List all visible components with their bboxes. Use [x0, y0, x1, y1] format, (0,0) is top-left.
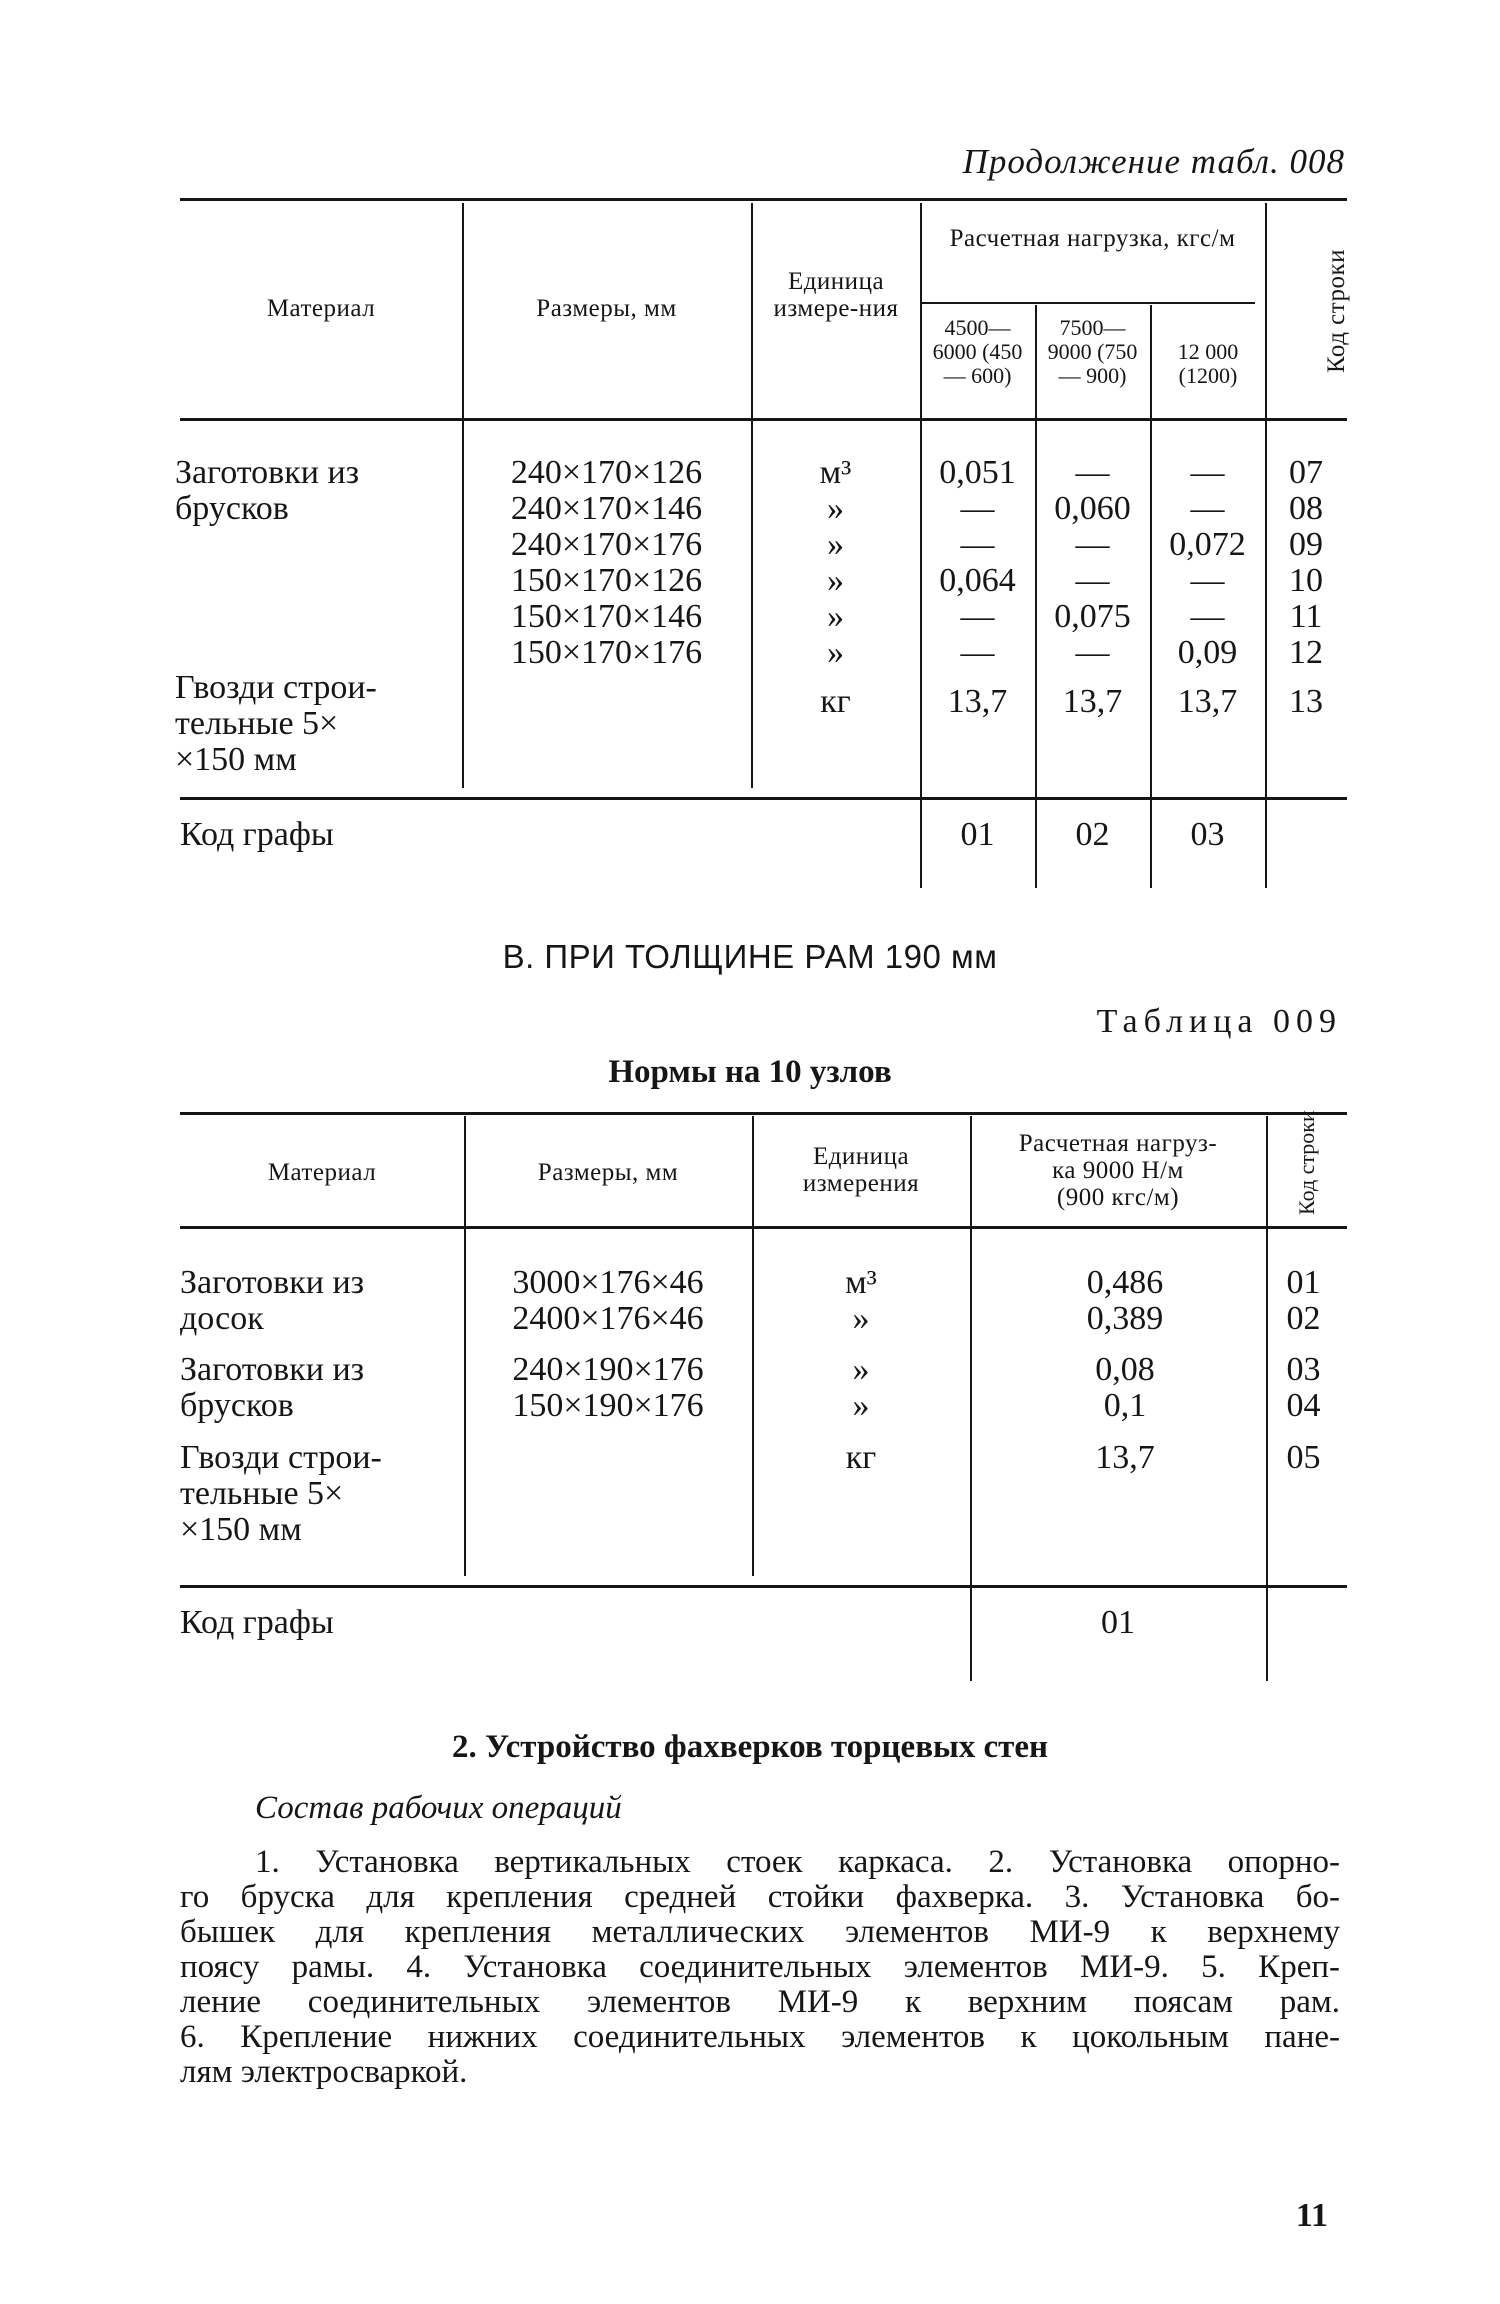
t008-load-subrule [920, 302, 1255, 304]
t008-value: — [1190, 598, 1225, 635]
t008-code: 13 [1289, 683, 1323, 720]
t009-top-rule [180, 1112, 1347, 1115]
t008-value: 13,7 [947, 683, 1008, 720]
t009-code: 02 [1286, 1300, 1321, 1337]
t009-material-cell: Гвозди строи- тельные 5× ×150 мм [180, 1439, 382, 1548]
t008-footer-code: 01 [960, 816, 995, 853]
t009-header-bottom-rule [180, 1226, 1347, 1229]
section-title: В. ПРИ ТОЛЩИНЕ РАМ 190 мм [502, 938, 998, 975]
t008-value: — [1075, 454, 1110, 491]
t008-unit: м³ [819, 454, 852, 491]
t009-header-material: Материал [267, 1159, 377, 1186]
t008-value: — [1190, 490, 1225, 527]
t008-value: 0,051 [939, 454, 1016, 491]
t009-header-size: Размеры, мм [537, 1159, 679, 1186]
t008-value: — [1190, 454, 1225, 491]
t008-header-load-col: 7500— 9000 (750— 900) [1047, 315, 1138, 388]
t008-unit: » [827, 562, 844, 599]
t008-unit: » [827, 490, 844, 527]
t008-unit: » [827, 634, 844, 671]
t008-header-unit: Единица измере-ния [773, 268, 899, 322]
t009-size: 240×190×176 [512, 1351, 704, 1388]
t009-footer-label: Код графы [180, 1604, 334, 1641]
t008-value: — [1075, 634, 1110, 671]
t008-size: 150×170×126 [510, 562, 703, 599]
t008-footer-code: 02 [1075, 816, 1110, 853]
t008-material-cell: Гвозди строи- тельные 5× ×150 мм [175, 669, 377, 778]
t008-code: 10 [1289, 562, 1323, 599]
ops-line: поясу рамы. 4. Установка соединительных элементов МИ-9. 5. Креп- [180, 1949, 1340, 1985]
t008-code: 11 [1289, 598, 1323, 635]
t009-value: 0,1 [1103, 1387, 1147, 1424]
t008-value: — [960, 490, 995, 527]
t008-value: 13,7 [1062, 683, 1123, 720]
t008-unit: кг [820, 683, 851, 720]
t009-value: 0,486 [1086, 1264, 1164, 1301]
t009-unit: » [852, 1351, 870, 1388]
t008-unit: » [827, 526, 844, 563]
t008-value: 0,064 [939, 562, 1016, 599]
t008-size: 150×170×176 [510, 634, 703, 671]
t009-unit: м³ [845, 1264, 877, 1301]
ops-line: бышек для крепления металлических элементов МИ-9 к верхнему [180, 1914, 1340, 1950]
ops-paragraph [180, 1845, 1340, 2090]
continuation-label: Продолжение табл. 008 [962, 142, 1345, 181]
page-number: 11 [1295, 2197, 1328, 2234]
t009-header-code: Код строки [1294, 1110, 1319, 1215]
t009-size: 2400×176×46 [512, 1300, 704, 1337]
t008-unit: » [827, 598, 844, 635]
t008-size: 240×170×126 [510, 454, 703, 491]
t008-value: 0,09 [1177, 634, 1238, 671]
t009-material-cell: Заготовки из брусков [180, 1351, 365, 1424]
t008-top-rule [180, 198, 1347, 201]
t008-header-load-col: 12 000 (1200) [1177, 339, 1239, 388]
t009-unit: кг [845, 1439, 877, 1476]
t008-header-code: Код строки [1323, 248, 1350, 374]
ops-title: Состав рабочих операций [255, 1790, 622, 1826]
t008-footer-rule [180, 797, 1347, 800]
t009-size: 150×190×176 [512, 1387, 704, 1424]
t008-value: — [1190, 562, 1225, 599]
t009-header-load: Расчетная нагруз- ка 9000 Н/м (900 кгс/м) [1018, 1130, 1218, 1211]
t008-value: — [960, 526, 995, 563]
t008-size: 240×170×176 [510, 526, 703, 563]
section2-title: 2. Устройство фахверков торцевых стен [451, 1729, 1049, 1765]
t008-header-load-col: 4500— 6000 (450— 600) [932, 315, 1023, 388]
ops-line: 1. Установка вертикальных стоек каркаса. 2. Установка опорно- [255, 1844, 1340, 1880]
t008-value: 0,060 [1054, 490, 1131, 527]
t009-code: 05 [1286, 1439, 1321, 1476]
t009-code: 01 [1286, 1264, 1321, 1301]
t009-unit: » [852, 1387, 870, 1424]
t008-code: 12 [1289, 634, 1323, 671]
t008-header-load-group: Расчетная нагрузка, кгс/м [949, 225, 1236, 252]
t008-footer-code: 03 [1190, 816, 1225, 853]
t008-value: 0,075 [1054, 598, 1131, 635]
t008-code: 08 [1289, 490, 1323, 527]
t008-value: — [960, 634, 995, 671]
ops-line: го бруска для крепления средней стойки фахверка. 3. Установка бо- [180, 1879, 1340, 1915]
t009-value: 0,08 [1095, 1351, 1155, 1388]
table-009-label: Таблица 009 [1096, 1003, 1342, 1040]
t008-size: 150×170×146 [510, 598, 703, 635]
t008-code: 07 [1289, 454, 1323, 491]
t009-code: 04 [1286, 1387, 1321, 1424]
t009-code: 03 [1286, 1351, 1321, 1388]
ops-line: ление соединительных элементов МИ-9 к верхним поясам рам. [180, 1984, 1340, 2020]
t008-value: — [960, 598, 995, 635]
t009-unit: » [852, 1300, 870, 1337]
t008-value: 0,072 [1169, 526, 1246, 563]
t008-header-bottom-rule [180, 418, 1347, 421]
t008-header-material: Материал [266, 295, 376, 322]
t009-header-unit: Единица измерения [802, 1143, 920, 1197]
t008-code: 09 [1289, 526, 1323, 563]
t009-footer-code: 01 [1101, 1604, 1135, 1641]
t009-material-cell: Заготовки из досок [180, 1264, 365, 1337]
t008-value: — [1075, 526, 1110, 563]
t009-footer-rule [180, 1585, 1347, 1588]
t009-size: 3000×176×46 [512, 1264, 704, 1301]
t008-header-size: Размеры, мм [536, 295, 677, 322]
t008-value: 13,7 [1177, 683, 1238, 720]
t008-footer-label: Код графы [180, 816, 334, 853]
ops-line: лям электросваркой. [180, 2054, 468, 2090]
t008-material-cell: Заготовки из брусков [175, 454, 360, 527]
t008-size: 240×170×146 [510, 490, 703, 527]
t008-value: — [1075, 562, 1110, 599]
t009-value: 0,389 [1086, 1300, 1164, 1337]
norms-title: Нормы на 10 узлов [608, 1054, 892, 1090]
ops-line: 6. Крепление нижних соединительных элементов к цокольным пане- [180, 2019, 1340, 2055]
t009-value: 13,7 [1095, 1439, 1155, 1476]
